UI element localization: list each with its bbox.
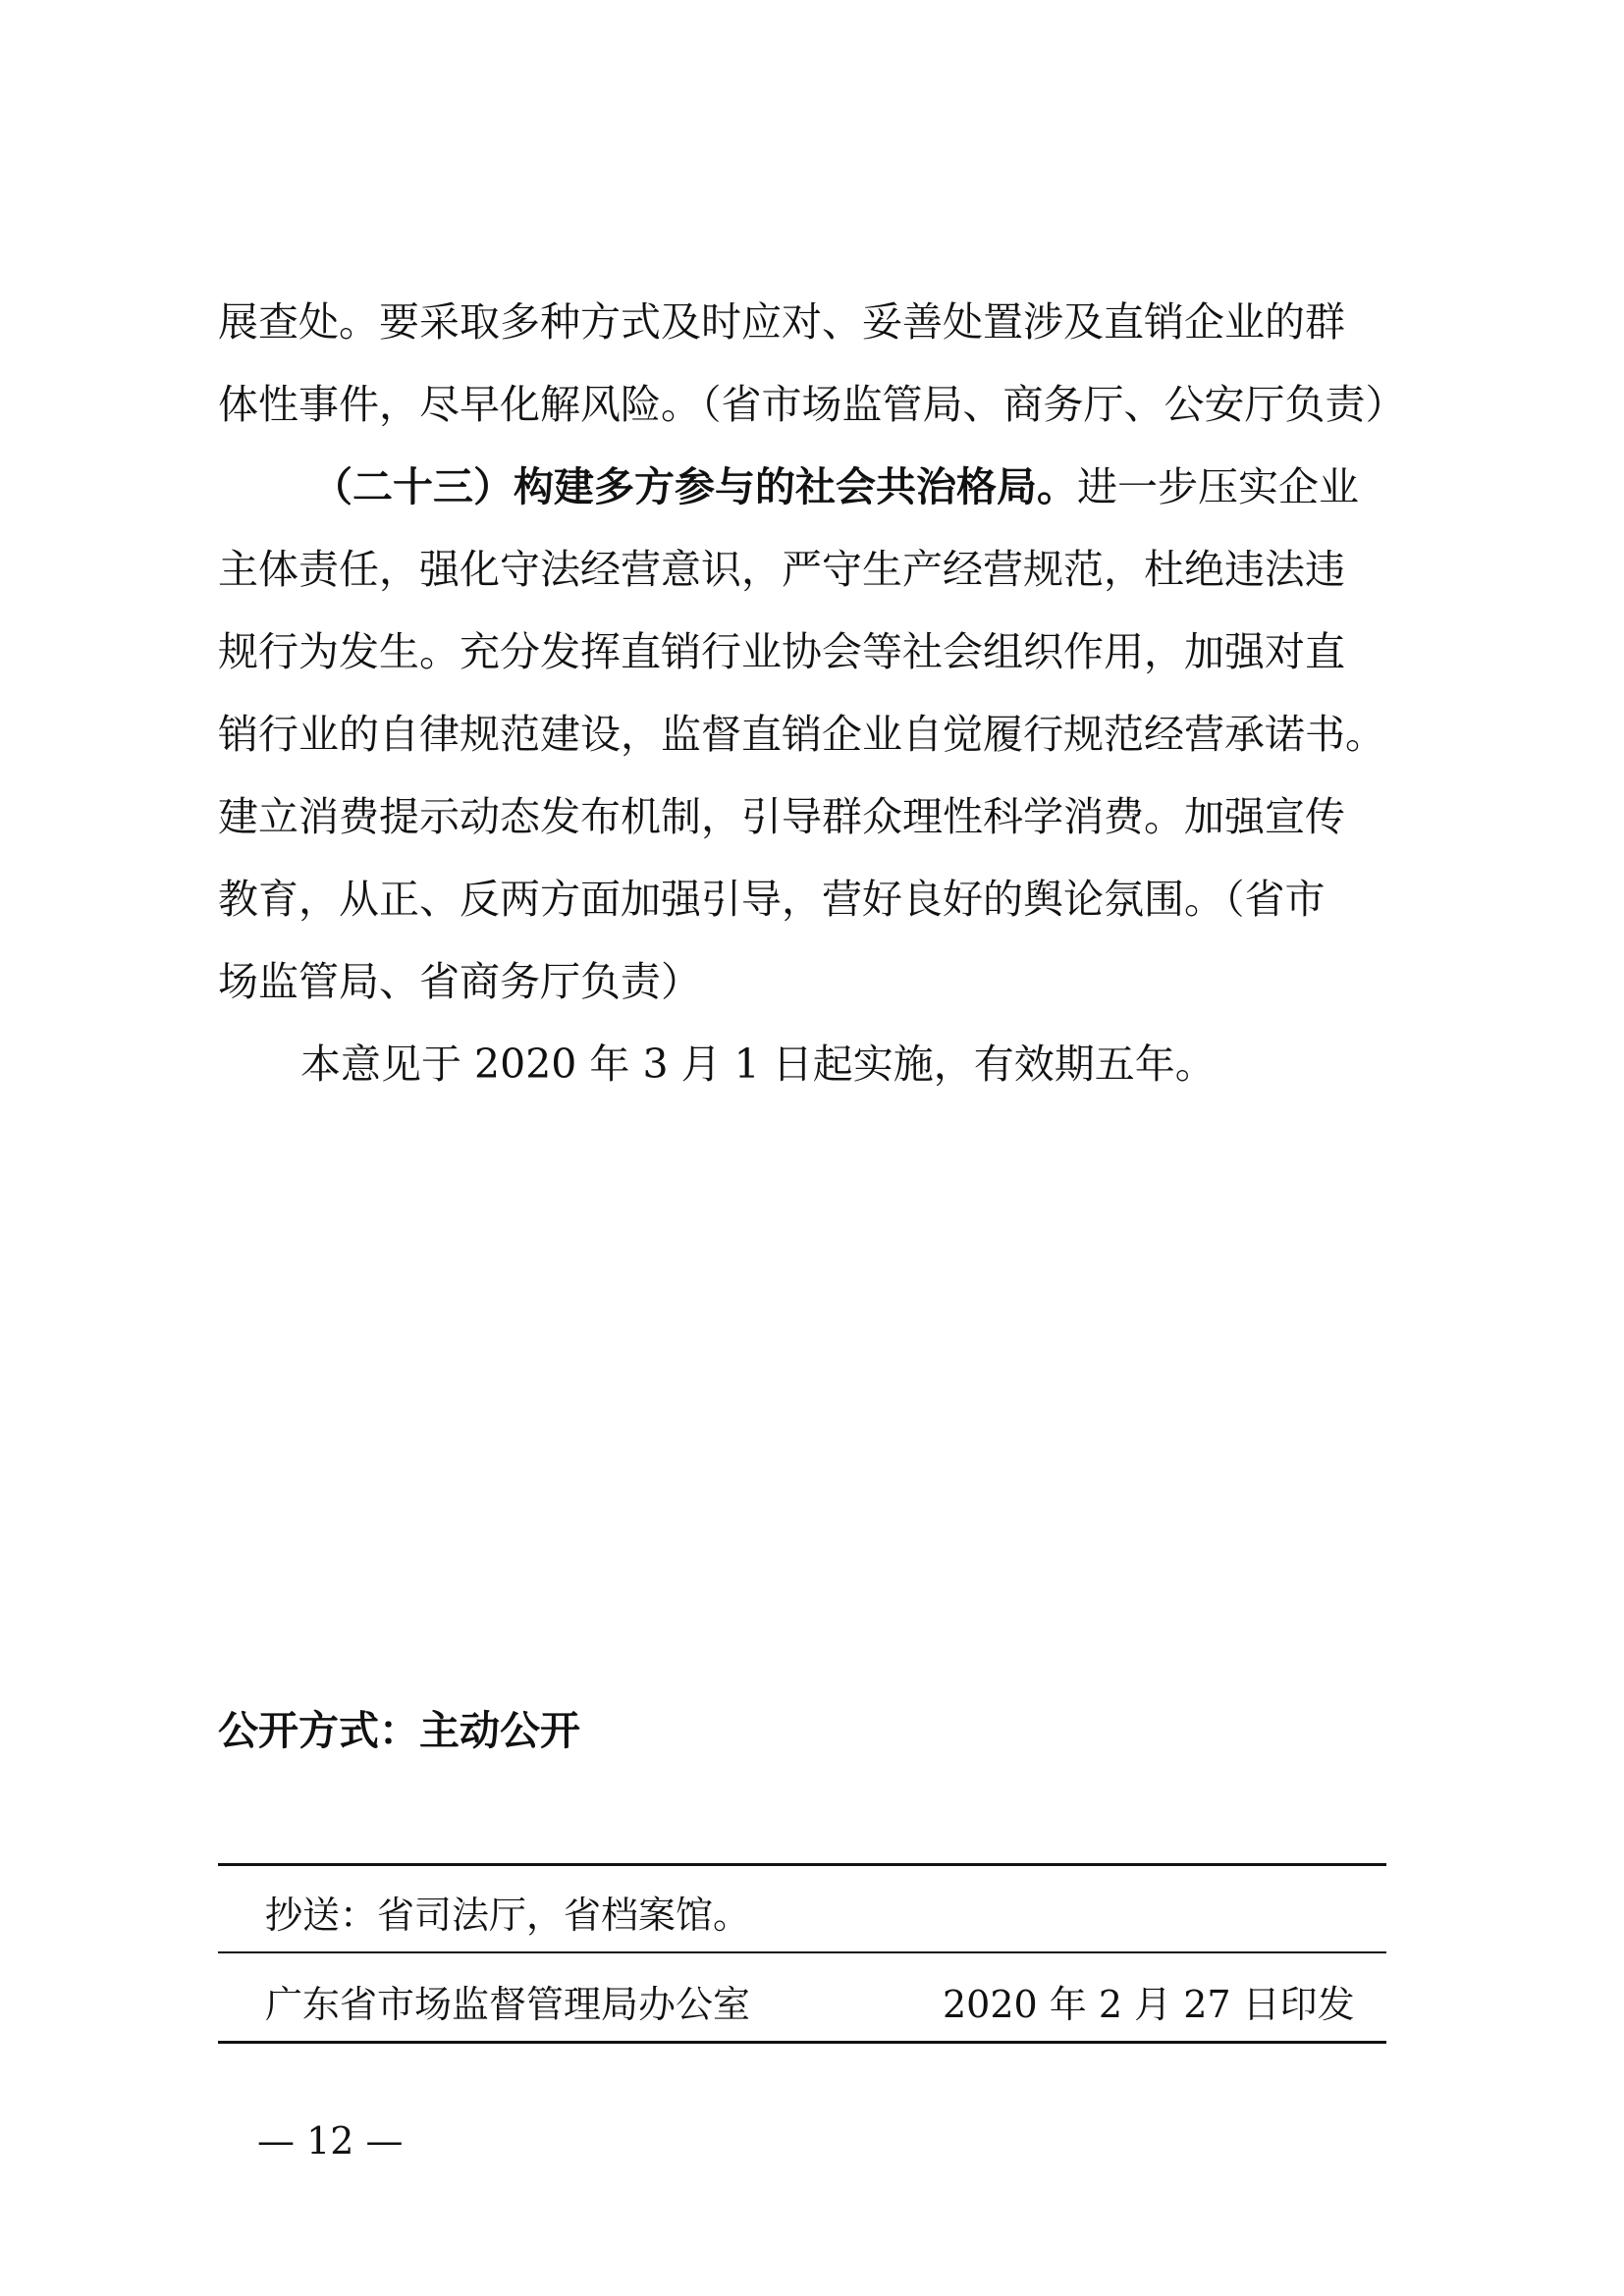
- body-line-5: 规行为发生。充分发挥直销行业协会等社会组织作用，加强对直: [218, 628, 1345, 675]
- section-text: 进一步压实企业: [1077, 463, 1359, 510]
- disclosure-method: 公开方式：主动公开: [218, 1707, 580, 1754]
- section-heading: （二十三）构建多方参与的社会共治格局。: [312, 463, 1077, 510]
- body-line-2: 体性事件，尽早化解风险。（省市场监管局、商务厅、公安厅负责）: [218, 381, 1406, 428]
- body-line-9: 场监管局、省商务厅负责）: [218, 958, 701, 1005]
- footer-rule-bottom: [218, 2041, 1386, 2044]
- issuing-office: 广东省市场监督管理局办公室: [265, 1983, 751, 2026]
- body-line-8: 教育，从正、反两方面加强引导，营好良好的舆论氛围。（省市: [218, 876, 1326, 923]
- cc-recipients: 抄送：省司法厅，省档案馆。: [265, 1894, 751, 1937]
- body-line-6: 销行业的自律规范建设，监督直销企业自觉履行规范经营承诺书。: [218, 711, 1385, 758]
- footer-rule-middle: [218, 1951, 1386, 1953]
- body-line-1: 展查处。要采取多种方式及时应对、妥善处置涉及直销企业的群: [218, 298, 1345, 346]
- body-line-3: [312, 459, 1418, 514]
- body-line-7: 建立消费提示动态发布机制，引导群众理性科学消费。加强宣传: [218, 793, 1345, 840]
- footer-rule-top: [218, 1863, 1386, 1866]
- body-line-10: 本意见于 2020 年 3 月 1 日起实施，有效期五年。: [300, 1041, 1216, 1088]
- body-line-4: 主体责任，强化守法经营意识，严守生产经营规范，杜绝违法违: [218, 546, 1345, 593]
- page-number: — 12 —: [257, 2119, 404, 2163]
- issue-date: 2020 年 2 月 27 日印发: [943, 1983, 1355, 2026]
